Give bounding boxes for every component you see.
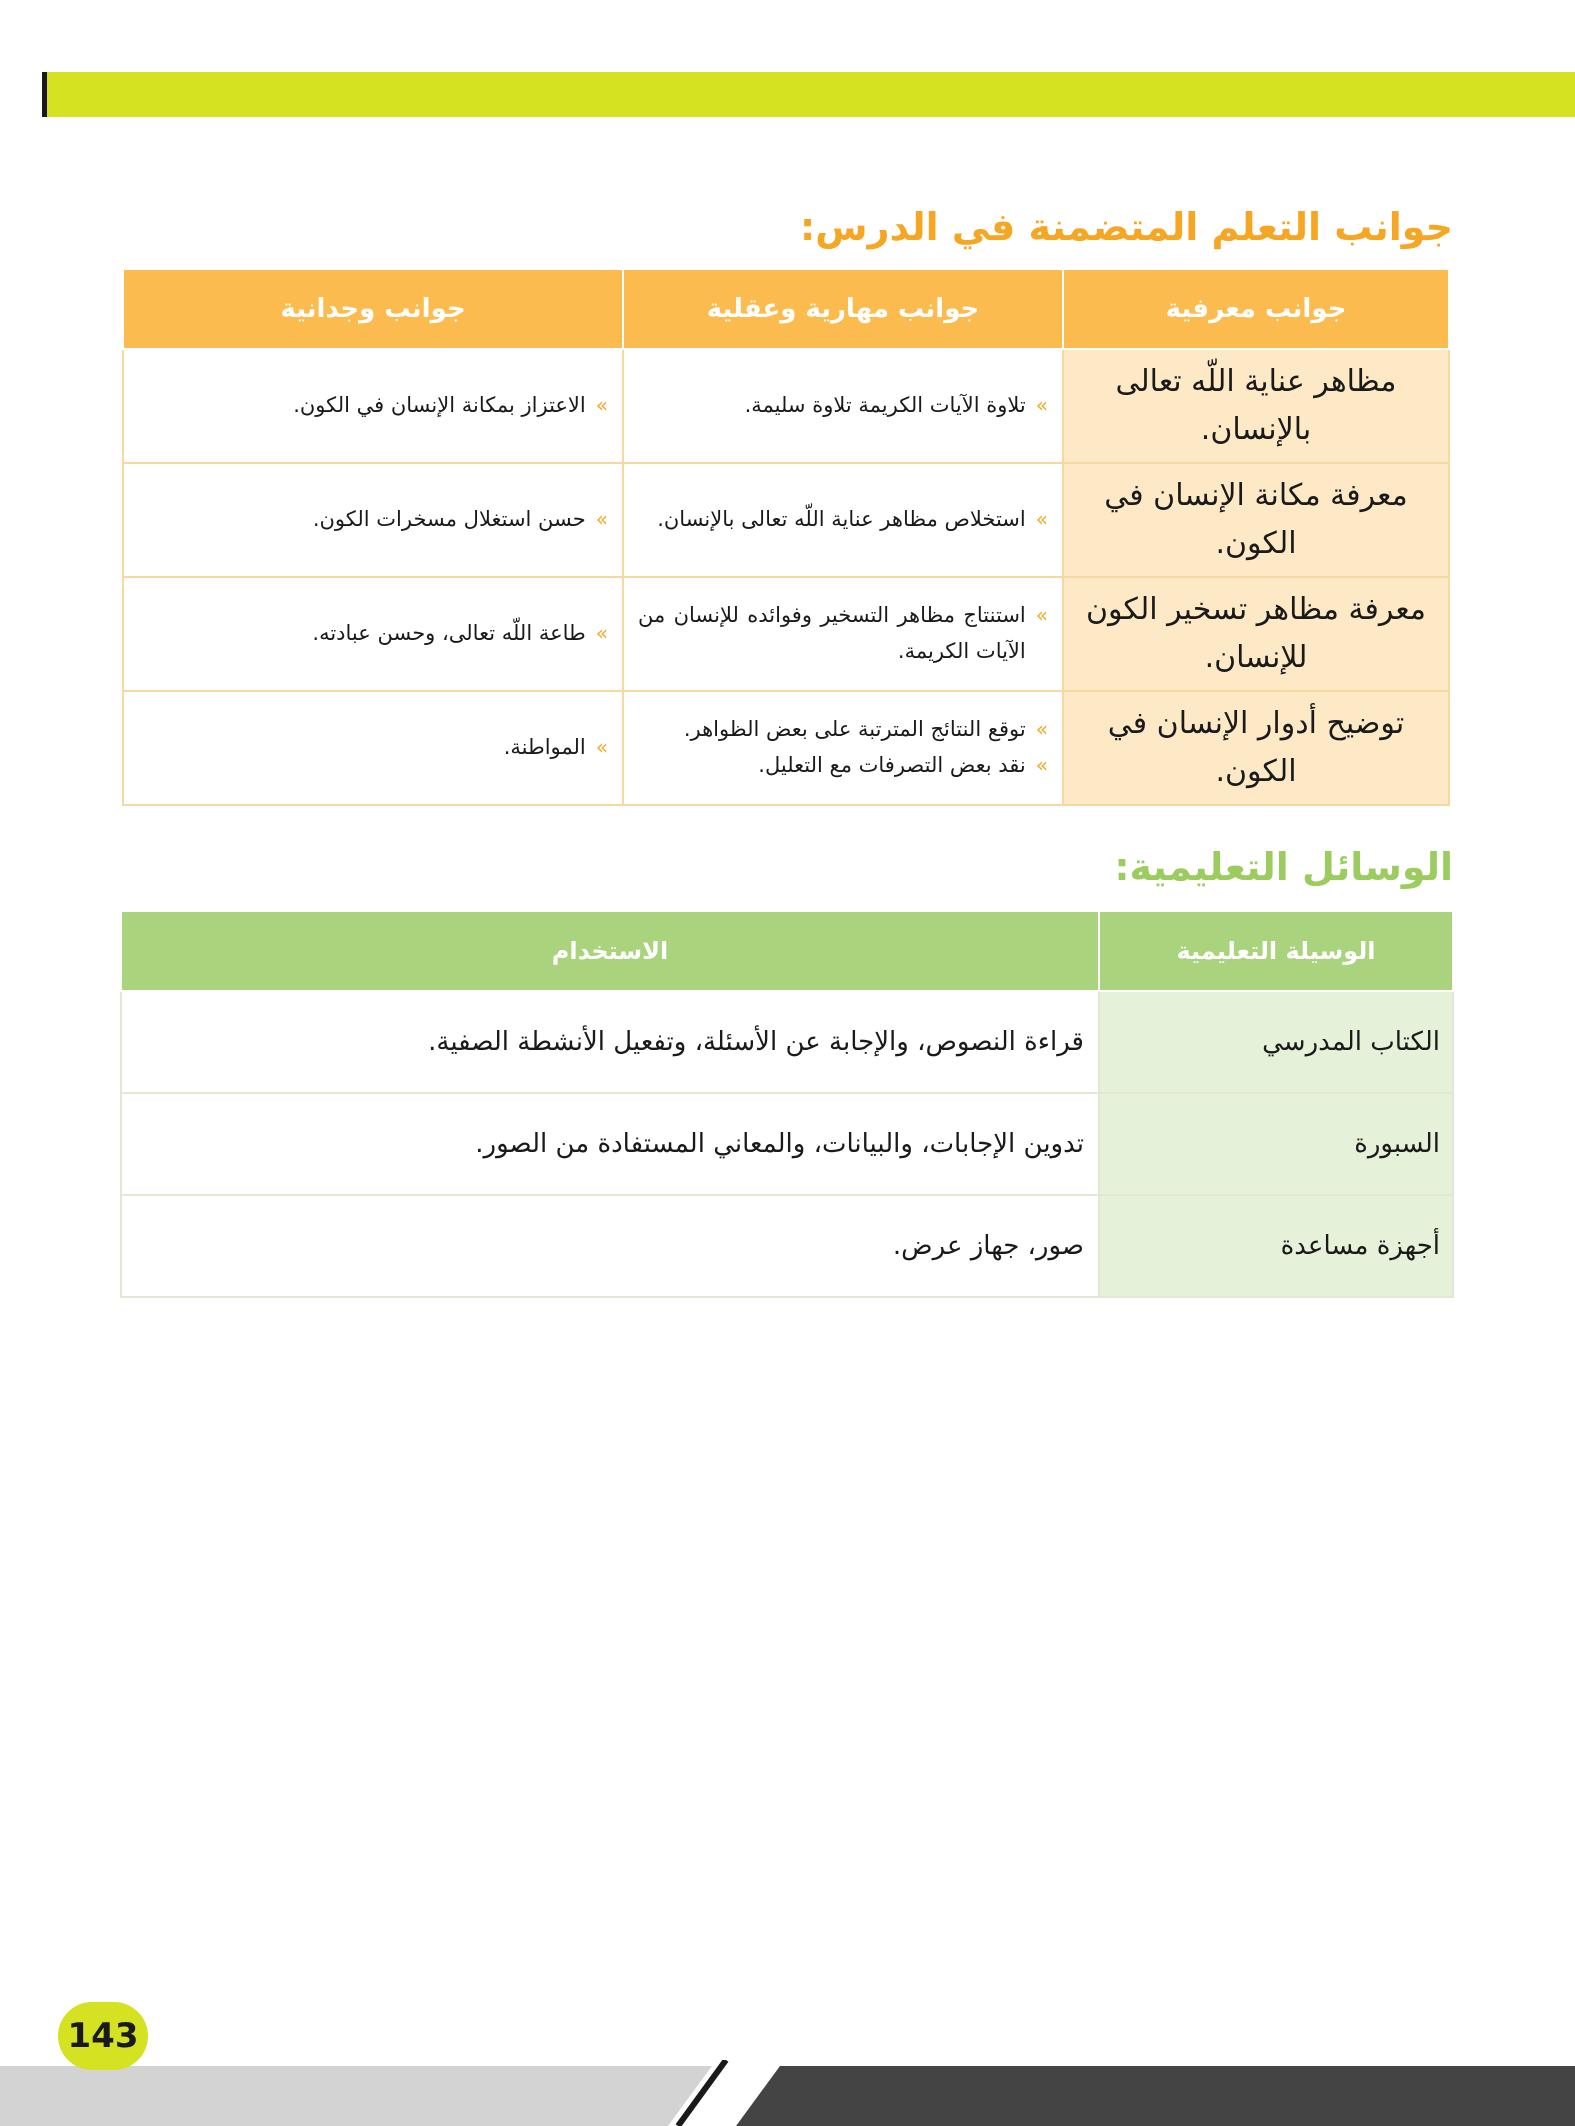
bullet-item: » المواطنة.: [138, 730, 608, 766]
affective-cell: [123, 463, 623, 577]
header-affective: جوانب وجدانية: [123, 269, 623, 349]
bullet-marker-icon: »: [1035, 507, 1048, 532]
bullet-item: » الاعتزاز بمكانة الإنسان في الكون.: [138, 388, 608, 424]
bullet-marker-icon: »: [1035, 393, 1048, 418]
use-cell: تدوين الإجابات، والبيانات، والمعاني المستفادة من الصور.: [121, 1093, 1099, 1195]
tool-cell: أجهزة مساعدة: [1099, 1195, 1453, 1297]
table-row: [123, 691, 1449, 805]
table-row: [123, 463, 1449, 577]
affective-cell: [123, 691, 623, 805]
table-header-row: [121, 911, 1453, 991]
header-tool: الوسيلة التعليمية: [1099, 911, 1453, 991]
footer-dark-stripe: [736, 2066, 1575, 2126]
affective-cell: [123, 577, 623, 691]
use-cell: صور، جهاز عرض.: [121, 1195, 1099, 1297]
cognitive-cell: معرفة مكانة الإنسان في الكون.: [1063, 463, 1449, 577]
learning-aspects-table: [122, 268, 1450, 806]
top-accent-bar: [42, 72, 1575, 117]
header-skill: جوانب مهارية وعقلية: [623, 269, 1063, 349]
bullet-item: » استخلاص مظاهر عناية اللّه تعالى بالإنسان.: [638, 502, 1048, 538]
affective-cell: [123, 349, 623, 463]
bullet-item: » نقد بعض التصرفات مع التعليل.: [638, 748, 1048, 784]
cognitive-cell: توضيح أدوار الإنسان في الكون.: [1063, 691, 1449, 805]
cognitive-cell: معرفة مظاهر تسخير الكون للإنسان.: [1063, 577, 1449, 691]
skill-cell: [623, 577, 1063, 691]
tool-cell: الكتاب المدرسي: [1099, 991, 1453, 1093]
skill-cell: [623, 691, 1063, 805]
bullet-marker-icon: »: [595, 393, 608, 418]
bullet-item: » حسن استغلال مسخرات الكون.: [138, 502, 608, 538]
bullet-item: » طاعة اللّه تعالى، وحسن عبادته.: [138, 616, 608, 652]
bullet-marker-icon: »: [595, 735, 608, 760]
bullet-marker-icon: »: [595, 621, 608, 646]
header-cognitive: جوانب معرفية: [1063, 269, 1449, 349]
bullet-marker-icon: »: [1035, 603, 1048, 628]
bullet-item: » توقع النتائج المترتبة على بعض الظواهر.: [638, 712, 1048, 748]
header-use: الاستخدام: [121, 911, 1099, 991]
table-row: [123, 577, 1449, 691]
bullet-marker-icon: »: [1035, 717, 1048, 742]
cognitive-cell: مظاهر عناية اللّه تعالى بالإنسان.: [1063, 349, 1449, 463]
table-row: [121, 1093, 1453, 1195]
footer-gray-stripe: [0, 2066, 712, 2126]
table-header-row: [123, 269, 1449, 349]
table-row: [123, 349, 1449, 463]
bullet-item: » استنتاج مظاهر التسخير وفوائده للإنسان من الآيات الكريمة.: [638, 598, 1048, 669]
table-row: [121, 1195, 1453, 1297]
bullet-marker-icon: »: [1035, 753, 1048, 777]
skill-cell: [623, 463, 1063, 577]
table-row: [121, 991, 1453, 1093]
tool-cell: السبورة: [1099, 1093, 1453, 1195]
skill-cell: [623, 349, 1063, 463]
teaching-means-table: [120, 910, 1454, 1298]
page-number-badge: 143: [58, 2002, 148, 2070]
bullet-marker-icon: »: [595, 507, 608, 532]
use-cell: قراءة النصوص، والإجابة عن الأسئلة، وتفعيل الأنشطة الصفية.: [121, 991, 1099, 1093]
bullet-item: » تلاوة الآيات الكريمة تلاوة سليمة.: [638, 388, 1048, 424]
teaching-means-title: الوسائل التعليمية:: [1114, 845, 1453, 889]
footer-stripes: [0, 2060, 1575, 2126]
learning-aspects-title: جوانب التعلم المتضمنة في الدرس:: [799, 205, 1453, 249]
